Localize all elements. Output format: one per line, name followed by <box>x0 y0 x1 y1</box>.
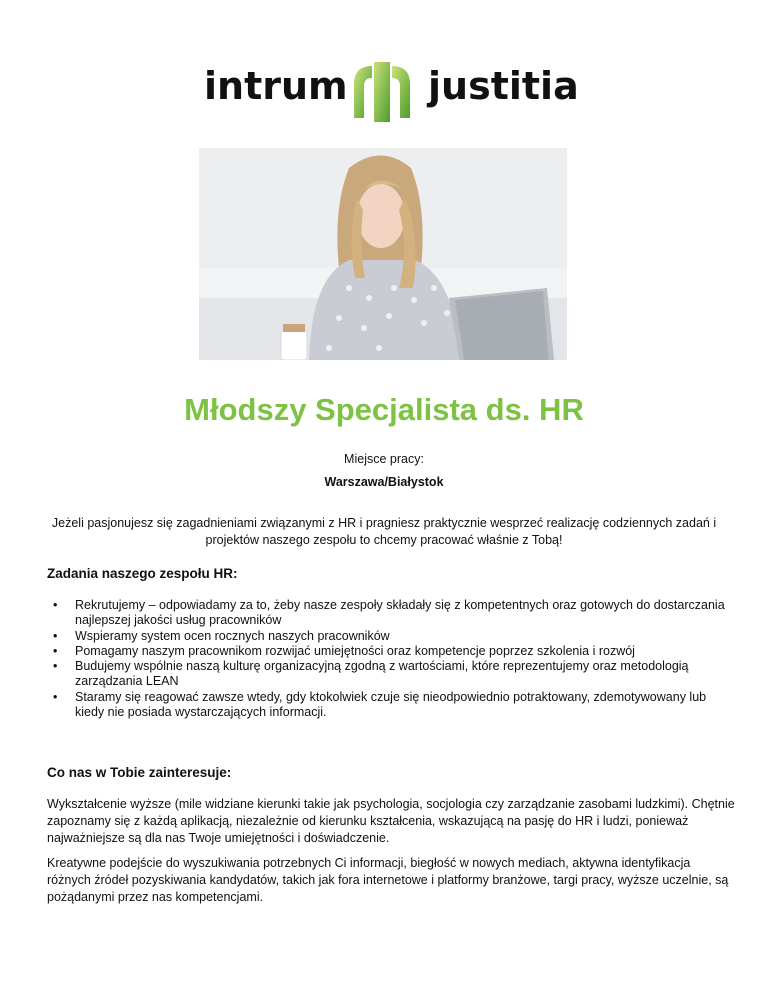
requirements-paragraph: Kreatywne podejście do wyszukiwania potrzebnych Ci informacji, biegłość w nowych mediach, aktywna identyfikacja różnych źródeł pozyskiwania kandydatów, takich jak fora internetowe i platformy branżowe, targi pracy, wyższe uczelnie, są pożądanymi przez nas kompetencjami. <box>47 856 729 904</box>
bullet-icon: • <box>53 659 58 674</box>
task-text: Wspieramy system ocen rocznych naszych pracowników <box>75 628 390 643</box>
list-item <box>47 644 737 659</box>
task-text: Pomagamy naszym pracownikom rozwijać umiejętności oraz kompetencje poprzez szkolenia i rozwój <box>75 643 635 658</box>
requirements-heading: Co nas w Tobie zainteresuje: <box>47 765 232 780</box>
requirements-paragraph: Wykształcenie wyższe (mile widziane kierunki takie jak psychologia, socjologia czy zarządzanie zasobami ludzkimi). Chętnie zapoznamy się z każdą aplikacją, niezależnie od kierunku kształcenia, wskazującą na pasję do HR i ludzi, ponieważ najważniejsze są dla nas Twoje umiejętności i doświadczenie. <box>47 797 735 845</box>
tasks-list <box>47 598 737 720</box>
task-text: Budujemy wspólnie naszą kulturę organizacyjną zgodną z wartościami, które reprezentujemy oraz metodologią zarządzania LEAN <box>75 659 689 689</box>
bullet-icon: • <box>53 598 58 612</box>
logo-right-word: justitia <box>428 64 579 108</box>
company-logo <box>200 58 579 128</box>
tasks-heading: Zadania naszego zespołu HR: <box>47 566 238 581</box>
list-item <box>47 598 737 629</box>
list-item <box>47 629 737 644</box>
logo-left-word: intrum <box>204 64 348 108</box>
intrum-justitia-emblem-icon <box>348 58 416 126</box>
bullet-icon: • <box>53 628 58 643</box>
location-label: Miejsce pracy: <box>344 452 424 466</box>
task-text: Staramy się reagować zawsze wtedy, gdy ktokolwiek czuje się nieodpowiednio potraktowany, zdemotywowany lub kiedy nie posiada wystarczających informacji. <box>75 689 707 720</box>
job-title: Młodszy Specjalista ds. HR <box>184 392 584 427</box>
woman-at-laptop-photo <box>199 148 567 370</box>
list-item <box>47 690 737 721</box>
location-value: Warszawa/Białystok <box>324 475 444 489</box>
bullet-icon: • <box>53 689 58 704</box>
bullet-icon: • <box>53 643 58 658</box>
list-item <box>47 659 737 690</box>
task-text: Rekrutujemy – odpowiadamy za to, żeby nasze zespoły składały się z kompetentnych oraz gotowych do dostarczania najlepszej jakości usług pracowników <box>75 598 725 628</box>
intro-text: Jeżeli pasjonujesz się zagadnieniami związanymi z HR i pragniesz praktycznie wesprzeć realizację codziennych zadań i projektów naszego zespołu to chcemy pracować właśnie z Tobą! <box>51 516 717 547</box>
